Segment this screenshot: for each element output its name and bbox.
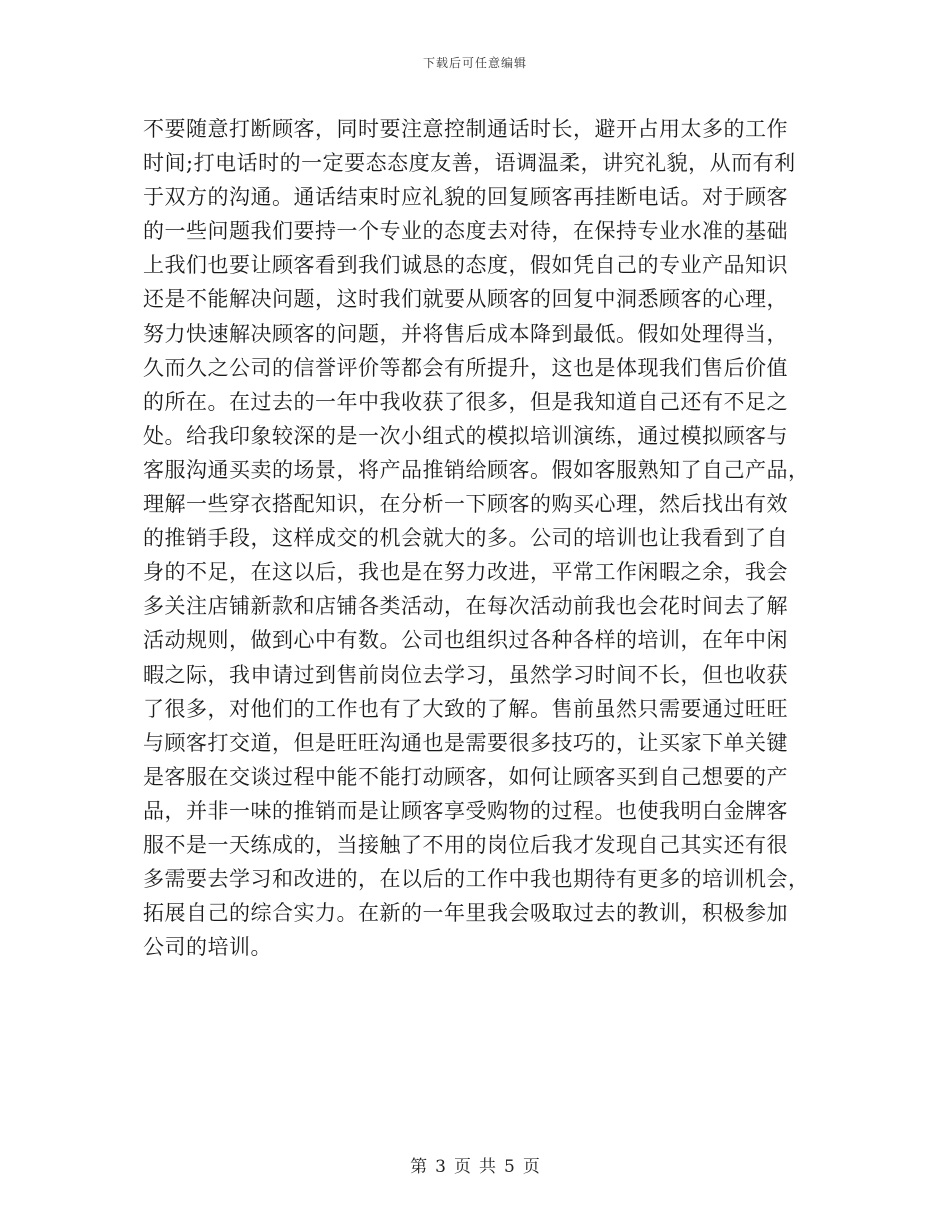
footer-page-word: 页 [454, 1157, 471, 1177]
text-line: 的一些问题我们要持一个专业的态度去对待，在保持专业水准的基础 [143, 219, 788, 244]
text-line: 多关注店铺新款和店铺各类活动，在每次活动前我也会花时间去了解 [143, 594, 788, 619]
footer-total-word: 共 [479, 1157, 496, 1177]
text-line: 还是不能解决问题，这时我们就要从顾客的回复中洞悉顾客的心理， [143, 287, 788, 312]
text-line: 拓展自己的综合实力。在新的一年里我会吸取过去的教训，积极参加 [143, 901, 788, 926]
text-line: 暇之际，我申请过到售前岗位去学习，虽然学习时间不长，但也收获 [143, 662, 788, 687]
text-line: 久而久之公司的信誉评价等都会有所提升，这也是体现我们售后价值 [143, 355, 788, 380]
text-line: 品，并非一味的推销而是让顾客享受购物的过程。也使我明白金牌客 [143, 798, 788, 823]
text-line: 上我们也要让顾客看到我们诚恳的态度，假如凭自己的专业产品知识 [143, 253, 788, 278]
text-line: 处。给我印象较深的是一次小组式的模拟培训演练，通过模拟顾客与 [143, 423, 788, 448]
text-line: 努力快速解决顾客的问题，并将售后成本降到最低。假如处理得当， [143, 321, 788, 346]
text-line: 公司的培训。 [143, 935, 272, 960]
current-page-number: 3 [435, 1157, 446, 1177]
text-line: 的推销手段，这样成交的机会就大的多。公司的培训也让我看到了自 [143, 526, 788, 551]
text-line: 了很多，对他们的工作也有了大致的了解。售前虽然只需要通过旺旺 [143, 696, 788, 721]
text-line: 于双方的沟通。通话结束时应礼貌的回复顾客再挂断电话。对于顾客 [143, 185, 788, 210]
text-line: 时间;打电话时的一定要态态度友善，语调温柔，讲究礼貌，从而有利 [143, 151, 796, 176]
footer-suffix: 页 [522, 1157, 540, 1177]
text-line: 是客服在交谈过程中能不能打动顾客，如何让顾客买到自己想要的产 [143, 764, 788, 789]
header-note: 下载后可任意编辑 [422, 56, 527, 70]
text-line: 的所在。在过去的一年中我收获了很多，但是我知道自己还有不足之 [143, 389, 788, 414]
text-line: 理解一些穿衣搭配知识，在分析一下顾客的购买心理，然后找出有效 [143, 492, 788, 517]
footer-prefix: 第 [410, 1157, 428, 1177]
text-line: 与顾客打交道，但是旺旺沟通也是需要很多技巧的，让买家下单关键 [143, 730, 788, 755]
text-line: 客服沟通买卖的场景，将产品推销给顾客。假如客服熟知了自己产品， [143, 457, 810, 482]
text-line: 服不是一天练成的，当接触了不用的岗位后我才发现自己其实还有很 [143, 832, 788, 857]
text-line: 活动规则，做到心中有数。公司也组织过各种各样的培训，在年中闲 [143, 628, 788, 653]
text-line: 多需要去学习和改进的，在以后的工作中我也期待有更多的培训机会， [143, 867, 810, 892]
text-line: 不要随意打断顾客，同时要注意控制通话时长，避开占用太多的工作 [143, 117, 788, 141]
page-footer [0, 1152, 950, 1177]
total-pages-number: 5 [504, 1157, 515, 1177]
body-text [143, 112, 811, 964]
text-line: 身的不足，在这以后，我也是在努力改进，平常工作闲暇之余，我会 [143, 560, 788, 585]
